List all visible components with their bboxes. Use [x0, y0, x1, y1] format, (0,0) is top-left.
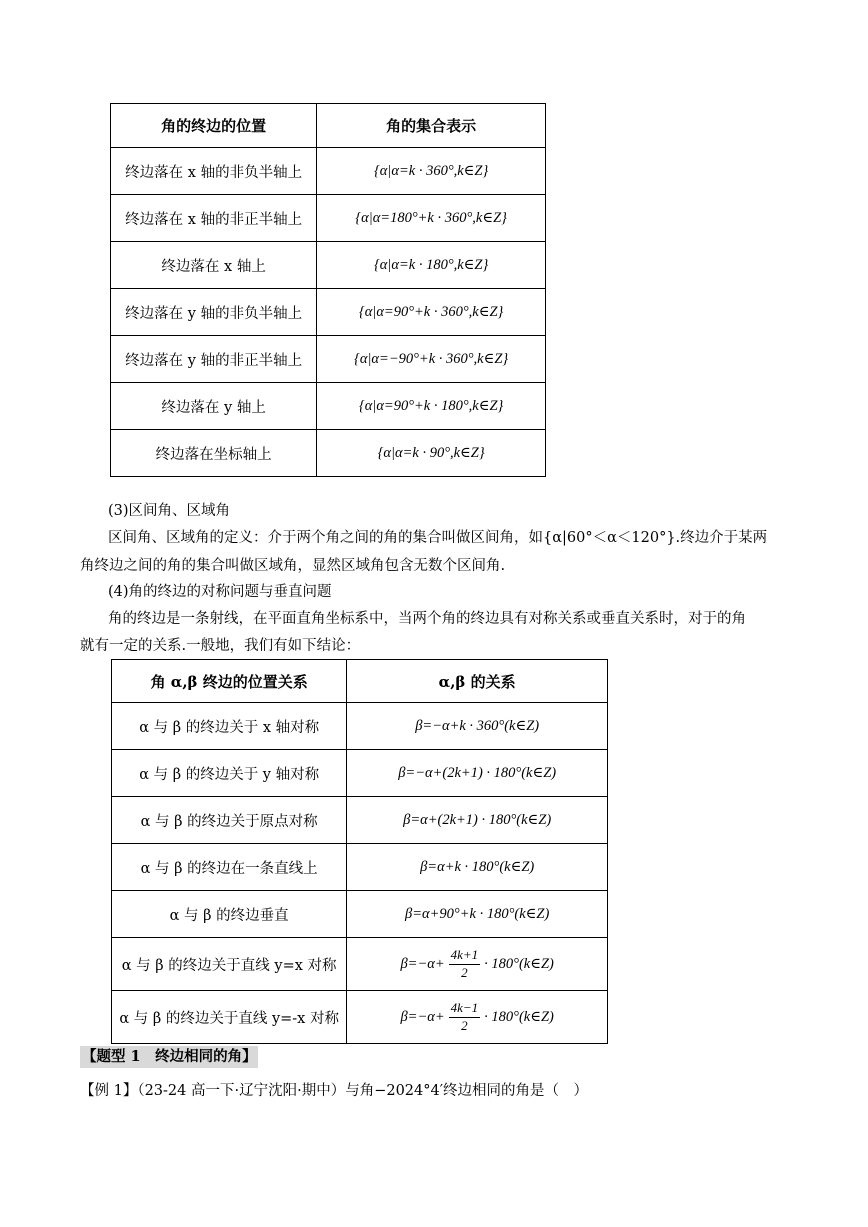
- formula-prefix: β=−α+: [400, 955, 445, 972]
- table-cell: α 与 β 的终边关于 y 轴对称: [112, 750, 347, 797]
- table-row: [112, 703, 608, 750]
- table-row: [111, 289, 546, 336]
- paragraph-line: 区间角、区域角的定义：介于两个角之间的角的集合叫做区间角，如{α|60°＜α＜120°}.终边介于某两: [108, 530, 768, 546]
- table-cell: α 与 β 的终边关于 x 轴对称: [112, 703, 347, 750]
- table-cell: {α|α=k · 360°,k∈Z}: [317, 148, 546, 195]
- table-row: [111, 336, 546, 383]
- section-heading: (4)角的终边的对称问题与垂直问题: [108, 584, 332, 600]
- angle-relation-table: [111, 659, 608, 1044]
- table-header: 角的终边的位置: [111, 104, 317, 148]
- table-cell: α 与 β 的终边关于原点对称: [112, 797, 347, 844]
- table-cell: [347, 991, 608, 1044]
- table-cell: 终边落在 x 轴上: [111, 242, 317, 289]
- example-question: 【例 1】（23-24 高一下·辽宁沈阳·期中）与角−2024°4′终边相同的角是（ ）: [80, 1083, 589, 1099]
- angle-set-table: [110, 103, 546, 477]
- fraction-denominator: 2: [461, 964, 468, 980]
- table-row: [112, 938, 608, 991]
- table-row: [111, 148, 546, 195]
- table-cell: α 与 β 的终边垂直: [112, 891, 347, 938]
- formula-suffix: · 180°(k∈Z): [484, 955, 554, 972]
- table-row: [112, 891, 608, 938]
- table-cell: {α|α=k · 90°,k∈Z}: [317, 430, 546, 477]
- table-cell: β=−α+k · 360°(k∈Z): [347, 703, 608, 750]
- question-type-banner: [80, 1046, 258, 1068]
- table-cell: {α|α=90°+k · 360°,k∈Z}: [317, 289, 546, 336]
- table-row: [112, 991, 608, 1044]
- table-cell: 终边落在 x 轴的非负半轴上: [111, 148, 317, 195]
- table-row: [112, 750, 608, 797]
- table-row: [111, 430, 546, 477]
- formula-prefix: β=−α+: [400, 1008, 445, 1025]
- fraction-denominator: 2: [461, 1017, 468, 1033]
- table-cell: β=−α+(2k+1) · 180°(k∈Z): [347, 750, 608, 797]
- table-row: [112, 797, 608, 844]
- section-heading: (3)区间角、区域角: [108, 503, 231, 519]
- table-cell: α 与 β 的终边关于直线 y=x 对称: [112, 938, 347, 991]
- table-cell: 终边落在 y 轴的非正半轴上: [111, 336, 317, 383]
- table-header: 角 α,β 终边的位置关系: [112, 660, 347, 703]
- fraction-numerator: 4k−1: [449, 1000, 481, 1017]
- fraction-numerator: 4k+1: [449, 947, 481, 964]
- table-row: [111, 383, 546, 430]
- paragraph-line: 就有一定的关系.一般地，我们有如下结论：: [80, 638, 361, 654]
- table-cell: β=α+(2k+1) · 180°(k∈Z): [347, 797, 608, 844]
- table-cell: {α|α=180°+k · 360°,k∈Z}: [317, 195, 546, 242]
- table-cell: 终边落在 y 轴上: [111, 383, 317, 430]
- fraction: [449, 947, 481, 981]
- question-type-title: 【题型 1 终边相同的角】: [82, 1048, 257, 1065]
- table-header: α,β 的关系: [347, 660, 608, 703]
- paragraph-line: 角的终边是一条射线，在平面直角坐标系中，当两个角的终边具有对称关系或垂直关系时，对于的角: [108, 611, 746, 627]
- table-cell: 终边落在 x 轴的非正半轴上: [111, 195, 317, 242]
- table-cell: α 与 β 的终边关于直线 y=-x 对称: [112, 991, 347, 1044]
- table-cell: 终边落在坐标轴上: [111, 430, 317, 477]
- table-row: [111, 195, 546, 242]
- table-cell: {α|α=90°+k · 180°,k∈Z}: [317, 383, 546, 430]
- table-cell: β=α+90°+k · 180°(k∈Z): [347, 891, 608, 938]
- table-header: 角的集合表示: [317, 104, 546, 148]
- table-cell: α 与 β 的终边在一条直线上: [112, 844, 347, 891]
- paragraph-line: 角终边之间的角的集合叫做区域角，显然区域角包含无数个区间角.: [80, 558, 506, 574]
- table-cell: 终边落在 y 轴的非负半轴上: [111, 289, 317, 336]
- table-cell: [347, 938, 608, 991]
- table-cell: {α|α=k · 180°,k∈Z}: [317, 242, 546, 289]
- fraction: [449, 1000, 481, 1034]
- table-row: [111, 242, 546, 289]
- table-cell: {α|α=−90°+k · 360°,k∈Z}: [317, 336, 546, 383]
- table-row: [112, 844, 608, 891]
- table-cell: β=α+k · 180°(k∈Z): [347, 844, 608, 891]
- formula-suffix: · 180°(k∈Z): [484, 1008, 554, 1025]
